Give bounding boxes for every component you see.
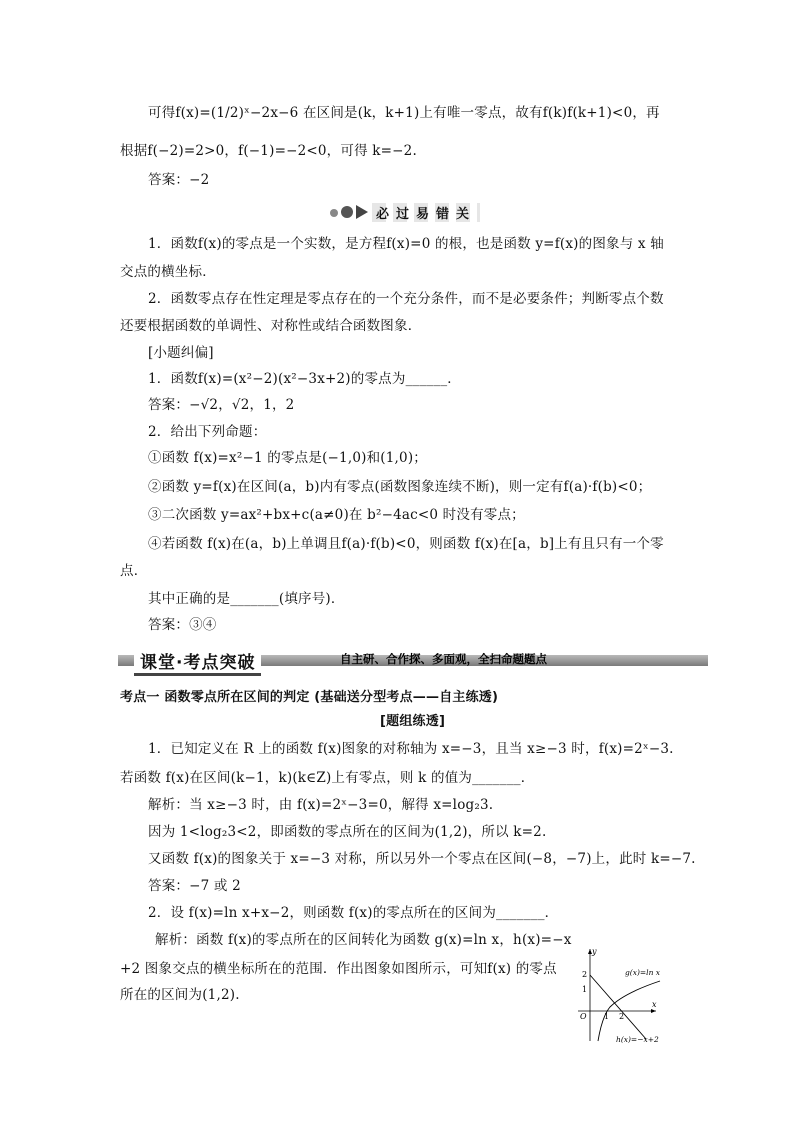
graph-origin-label: O [580,1012,587,1021]
section-banner [118,650,708,673]
problem-1-solution-3: 又函数 f(x)的图象关于 x=−3 对称，所以另外一个零点在区间(−8，−7)上，此时 k=−7. [148,851,696,867]
graph-h-label: h(x)=−x+2 [616,1035,659,1044]
problem-2-solution-3: 所在的区间为(1,2). [120,987,240,1003]
solution-line-1: 可得f(x)=(1/2)ˣ−2x−6 在区间是(k，k+1)上有唯一零点，故有f(k)f(k+1)<0，再 [148,105,660,121]
proposition-1: ①函数 f(x)=x²−1 的零点是(−1,0)和(1,0)； [148,450,427,466]
divider-label: 必过易错关 [372,203,480,222]
exercise-1-answer: 答案：−√2，√2，1，2 [148,397,295,413]
exercise-2: 2．给出下列命题： [148,424,267,440]
exercise-2-answer: 答案：③④ [148,617,217,633]
problem-1-cont: 若函数 f(x)在区间(k−1，k)(k∈Z)上有零点，则 k 的值为_______． [120,770,535,786]
problem-2: 2．设 f(x)=ln x+x−2，则函数 f(x)的零点所在的区间为_______． [148,905,559,921]
banner-title: 课堂·考点突破 [134,648,261,676]
graph-x-tick-1: 1 [604,1012,610,1021]
problem-2-solution-2: +2 图象交点的横坐标所在的范围．作出图象如图所示，可知f(x) 的零点 [120,961,557,977]
exercise-1: 1．函数f(x)=(x²−2)(x²−3x+2)的零点为______． [148,371,461,387]
solution-line-2: 根据f(−2)=2>0，f(−1)=−2<0，可得 k=−2. [120,143,417,159]
divider-arrow-icon [356,205,368,219]
proposition-3: ③二次函数 y=ax²+bx+c(a≠0)在 b²−4ac<0 时没有零点； [148,507,525,523]
banner-subtitle: 自主研、合作探、多面观，全扫命题题点 [340,652,547,666]
divider-dot-small [330,209,338,217]
divider-dot-large [341,206,353,218]
proposition-4-cont: 点． [120,563,148,579]
subsection-heading: [小题纠偏] [148,345,214,361]
graph-h-line [590,975,646,1039]
graph-g-label: g(x)=ln x [625,968,661,977]
problem-2-solution-1: 解析：函数 f(x)的零点所在的区间转化为函数 g(x)=ln x，h(x)=−x [155,932,572,948]
topic-heading: 考点一 函数零点所在区间的判定 (基础送分型考点——自主练透) [120,690,499,705]
problem-1-answer: 答案：−7 或 2 [148,878,241,894]
function-graph [568,945,688,1045]
practice-heading: [题组练透] [380,714,446,729]
graph-x-arrow-icon [651,1009,656,1013]
graph-x-tick-2: 2 [619,1012,625,1021]
problem-1: 1．已知定义在 R 上的函数 f(x)图象的对称轴为 x=−3，且当 x≥−3 时，f(x)=2ˣ−3. [148,741,674,757]
graph-y-tick-1: 1 [582,985,588,994]
note-line-4: 还要根据函数的单调性、对称性或结合函数图象． [120,318,422,334]
proposition-4: ④若函数 f(x)在(a，b)上单调且f(a)·f(b)<0，则函数 f(x)在[a，b]上有且只有一个零 [148,536,664,552]
note-line-1: 1．函数f(x)的零点是一个实数，是方程f(x)=0 的根，也是函数 y=f(x)的图象与 x 轴 [148,236,664,252]
problem-1-solution-1: 解析：当 x≥−3 时，由 f(x)=2ˣ−3=0，解得 x=log₂3. [148,797,494,813]
problem-1-solution-2: 因为 1<log₂3<2，即函数的零点所在的区间为(1,2)，所以 k=2. [148,824,547,840]
proposition-2: ②函数 y=f(x)在区间(a，b)内有零点(函数图象连续不断)，则一定有f(a)·f(b)<0； [148,479,652,495]
graph-y-label: y [592,947,597,956]
answer-line: 答案：−2 [148,172,210,188]
exercise-2-question: 其中正确的是_______(填序号)． [148,591,345,607]
graph-x-label: x [652,1000,657,1009]
note-line-3: 2．函数零点存在性定理是零点存在的一个充分条件，而不是必要条件；判断零点个数 [148,291,664,307]
note-line-2: 交点的横坐标． [120,264,216,280]
graph-y-tick-2: 2 [582,970,588,979]
